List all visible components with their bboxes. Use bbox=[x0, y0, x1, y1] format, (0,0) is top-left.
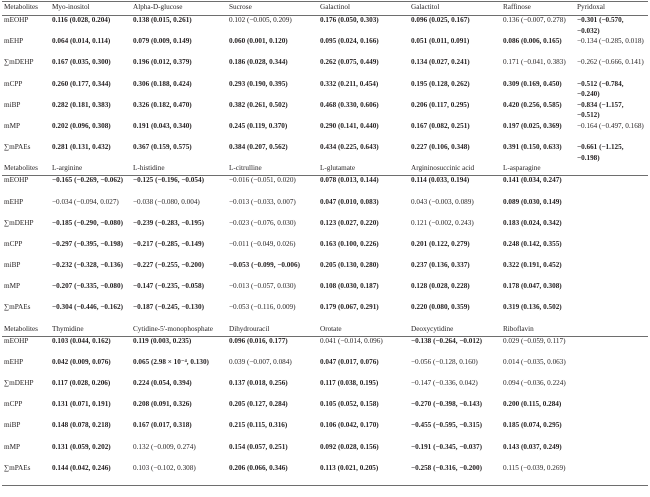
row-label: mMP bbox=[4, 282, 20, 291]
value-cell: 0.029 (−0.059, 0.117) bbox=[503, 336, 566, 345]
row-label: mEOHP bbox=[4, 176, 29, 185]
significant-value-cell: 0.138 (0.015, 0.261) bbox=[133, 16, 192, 24]
value-cell: −0.011 (−0.049, 0.026) bbox=[229, 239, 296, 248]
significant-value-cell: 0.179 (0.067, 0.291) bbox=[320, 303, 379, 312]
results-table bbox=[2, 0, 648, 484]
significant-value-cell: 0.382 (0.261, 0.502) bbox=[229, 100, 288, 109]
value-cell: −0.056 (−0.128, 0.160) bbox=[411, 357, 478, 366]
significant-value-cell: 0.065 (2.98 × 10⁻⁴, 0.130) bbox=[133, 357, 209, 366]
significant-value-cell: 0.196 (0.012, 0.379) bbox=[133, 58, 192, 67]
significant-value-cell: 0.197 (0.025, 0.369) bbox=[503, 121, 562, 130]
table-row bbox=[2, 57, 648, 78]
header-rule bbox=[2, 15, 648, 16]
row-label: miBP bbox=[4, 421, 21, 430]
table-row bbox=[2, 336, 648, 357]
significant-value-cell: 0.131 (0.059, 0.202) bbox=[52, 442, 111, 451]
significant-value-cell: −0.191 (−0.345, −0.037) bbox=[411, 442, 482, 451]
significant-value-cell: 0.079 (0.009, 0.149) bbox=[133, 37, 192, 46]
significant-value-cell: −0.217 (−0.285, −0.149) bbox=[133, 239, 204, 248]
column-header: Orotate bbox=[320, 324, 342, 333]
significant-value-cell: 0.183 (0.024, 0.342) bbox=[503, 218, 562, 227]
table-row bbox=[2, 260, 648, 281]
significant-value-cell: −0.232 (−0.328, −0.136) bbox=[52, 261, 123, 270]
significant-value-cell: 0.064 (0.014, 0.114) bbox=[52, 37, 111, 46]
significant-value-cell: 0.200 (0.115, 0.284) bbox=[503, 400, 562, 409]
significant-value-cell: 0.047 (0.017, 0.076) bbox=[320, 357, 379, 366]
significant-value-cell: 0.103 (0.044, 0.162) bbox=[52, 336, 111, 345]
column-header: L-arginine bbox=[52, 164, 83, 173]
significant-value-cell: 0.185 (0.074, 0.295) bbox=[503, 421, 562, 430]
row-label: ∑mPAEs bbox=[4, 303, 31, 312]
significant-value-cell: −0.834 (−1.157, −0.512) bbox=[577, 100, 624, 120]
value-cell: −0.013 (−0.033, 0.007) bbox=[229, 197, 296, 206]
table-top-rule bbox=[2, 1, 648, 2]
table-row bbox=[2, 420, 648, 441]
significant-value-cell: 0.167 (0.017, 0.318) bbox=[133, 421, 192, 430]
row-label: mEHP bbox=[4, 357, 24, 366]
significant-value-cell: 0.167 (0.035, 0.300) bbox=[52, 58, 111, 67]
significant-value-cell: 0.306 (0.188, 0.424) bbox=[133, 79, 192, 88]
significant-value-cell: 0.178 (0.047, 0.308) bbox=[503, 282, 562, 291]
significant-value-cell: 0.237 (0.136, 0.337) bbox=[411, 261, 470, 270]
significant-value-cell: 0.290 (0.141, 0.440) bbox=[320, 121, 379, 130]
significant-value-cell: 0.281 (0.131, 0.432) bbox=[52, 143, 111, 152]
significant-value-cell: −0.138 (−0.264, −0.012) bbox=[411, 336, 482, 345]
column-header: Alpha-D-glucose bbox=[133, 3, 183, 11]
column-header: Deoxycytidine bbox=[411, 324, 454, 333]
significant-value-cell: 0.205 (0.127, 0.284) bbox=[229, 400, 288, 409]
value-cell: −0.164 (−0.497, 0.168) bbox=[577, 121, 644, 130]
significant-value-cell: 0.367 (0.159, 0.575) bbox=[133, 143, 192, 152]
table-row bbox=[2, 442, 648, 463]
significant-value-cell: −0.125 (−0.196, −0.054) bbox=[133, 176, 204, 185]
significant-value-cell: 0.047 (0.010, 0.083) bbox=[320, 197, 379, 206]
value-cell: 0.102 (−0.005, 0.209) bbox=[229, 16, 292, 24]
column-header: Sucrose bbox=[229, 3, 252, 11]
column-header: Riboflavin bbox=[503, 324, 534, 333]
significant-value-cell: 0.078 (0.013, 0.144) bbox=[320, 176, 379, 185]
value-cell: 0.171 (−0.041, 0.383) bbox=[503, 58, 566, 67]
significant-value-cell: 0.248 (0.142, 0.355) bbox=[503, 239, 562, 248]
column-header: L-citrulline bbox=[229, 164, 262, 173]
significant-value-cell: −0.661 (−1.125, −0.198) bbox=[577, 143, 624, 162]
significant-value-cell: 0.202 (0.096, 0.308) bbox=[52, 121, 111, 130]
table-row bbox=[2, 218, 648, 239]
value-cell: 0.094 (−0.036, 0.224) bbox=[503, 379, 566, 387]
column-header: Myo-inositol bbox=[52, 3, 90, 11]
table-row bbox=[2, 302, 648, 323]
significant-value-cell: 0.148 (0.078, 0.218) bbox=[52, 421, 111, 430]
value-cell: −0.147 (−0.336, 0.042) bbox=[411, 379, 478, 387]
significant-value-cell: 0.119 (0.003, 0.235) bbox=[133, 336, 192, 345]
significant-value-cell: 0.060 (0.001, 0.120) bbox=[229, 37, 288, 46]
table-row bbox=[2, 121, 648, 142]
significant-value-cell: 0.309 (0.169, 0.450) bbox=[503, 79, 562, 88]
significant-value-cell: 0.106 (0.042, 0.170) bbox=[320, 421, 379, 430]
significant-value-cell: 0.086 (0.006, 0.165) bbox=[503, 37, 562, 46]
significant-value-cell: 0.167 (0.082, 0.251) bbox=[411, 121, 470, 130]
header-row bbox=[2, 2, 648, 15]
significant-value-cell: 0.332 (0.211, 0.454) bbox=[320, 79, 379, 88]
table-row bbox=[2, 378, 648, 399]
column-header: Raffinose bbox=[503, 3, 531, 11]
header-row bbox=[2, 163, 648, 175]
value-cell: 0.132 (−0.009, 0.274) bbox=[133, 442, 196, 451]
significant-value-cell: 0.108 (0.030, 0.187) bbox=[320, 282, 379, 291]
column-header: Galactinol bbox=[320, 3, 350, 11]
table-row bbox=[2, 399, 648, 420]
significant-value-cell: 0.117 (0.028, 0.206) bbox=[52, 379, 111, 387]
value-cell: 0.136 (−0.007, 0.278) bbox=[503, 16, 566, 24]
row-label: mEOHP bbox=[4, 336, 29, 345]
significant-value-cell: 0.468 (0.330, 0.606) bbox=[320, 100, 379, 109]
significant-value-cell: 0.208 (0.091, 0.326) bbox=[133, 400, 192, 409]
significant-value-cell: 0.163 (0.100, 0.226) bbox=[320, 239, 379, 248]
significant-value-cell: 0.326 (0.182, 0.470) bbox=[133, 100, 192, 109]
significant-value-cell: −0.165 (−0.269, −0.062) bbox=[52, 176, 123, 185]
significant-value-cell: 0.051 (0.011, 0.091) bbox=[411, 37, 470, 46]
table-row bbox=[2, 79, 648, 100]
row-label: ∑mDEHP bbox=[4, 379, 34, 387]
column-header-metabolites: Metabolites bbox=[4, 324, 38, 333]
significant-value-cell: −0.512 (−0.784, −0.240) bbox=[577, 79, 624, 99]
significant-value-cell: 0.205 (0.130, 0.280) bbox=[320, 261, 379, 270]
significant-value-cell: 0.215 (0.115, 0.316) bbox=[229, 421, 288, 430]
value-cell: −0.034 (−0.094, 0.027) bbox=[52, 197, 119, 206]
significant-value-cell: 0.282 (0.181, 0.383) bbox=[52, 100, 111, 109]
row-label: mMP bbox=[4, 121, 20, 130]
significant-value-cell: 0.141 (0.034, 0.247) bbox=[503, 176, 562, 185]
significant-value-cell: 0.089 (0.030, 0.149) bbox=[503, 197, 562, 206]
row-label: miBP bbox=[4, 261, 21, 270]
column-header: Argininosuccinic acid bbox=[411, 164, 475, 173]
value-cell: 0.014 (−0.035, 0.063) bbox=[503, 357, 566, 366]
row-label: ∑mDEHP bbox=[4, 218, 34, 227]
table-row bbox=[2, 100, 648, 121]
value-cell: −0.053 (−0.116, 0.009) bbox=[229, 303, 296, 312]
table-row bbox=[2, 239, 648, 260]
significant-value-cell: 0.206 (0.066, 0.346) bbox=[229, 463, 288, 472]
significant-value-cell: 0.131 (0.071, 0.191) bbox=[52, 400, 111, 409]
row-label: mCPP bbox=[4, 239, 23, 248]
value-cell: −0.013 (−0.057, 0.030) bbox=[229, 282, 296, 291]
significant-value-cell: −0.270 (−0.398, −0.143) bbox=[411, 400, 482, 409]
significant-value-cell: 0.123 (0.027, 0.220) bbox=[320, 218, 379, 227]
significant-value-cell: 0.319 (0.136, 0.502) bbox=[503, 303, 562, 312]
significant-value-cell: 0.143 (0.037, 0.249) bbox=[503, 442, 562, 451]
row-label: mMP bbox=[4, 442, 20, 451]
significant-value-cell: 0.113 (0.021, 0.205) bbox=[320, 463, 379, 472]
significant-value-cell: 0.260 (0.177, 0.344) bbox=[52, 79, 111, 88]
value-cell: 0.043 (−0.003, 0.089) bbox=[411, 197, 474, 206]
significant-value-cell: 0.137 (0.018, 0.256) bbox=[229, 379, 288, 387]
column-header-metabolites: Metabolites bbox=[4, 3, 38, 11]
significant-value-cell: 0.096 (0.025, 0.167) bbox=[411, 16, 470, 24]
significant-value-cell: −0.187 (−0.245, −0.130) bbox=[133, 303, 204, 312]
row-label: ∑mPAEs bbox=[4, 463, 31, 472]
value-cell: −0.134 (−0.285, 0.018) bbox=[577, 37, 644, 46]
significant-value-cell: 0.245 (0.119, 0.370) bbox=[229, 121, 288, 130]
column-header: L-histidine bbox=[133, 164, 165, 173]
significant-value-cell: 0.224 (0.054, 0.394) bbox=[133, 379, 192, 387]
value-cell: 0.039 (−0.007, 0.084) bbox=[229, 357, 292, 366]
significant-value-cell: 0.201 (0.122, 0.279) bbox=[411, 239, 470, 248]
significant-value-cell: 0.095 (0.024, 0.166) bbox=[320, 37, 379, 46]
row-label: mEOHP bbox=[4, 16, 29, 24]
significant-value-cell: 0.105 (0.052, 0.158) bbox=[320, 400, 379, 409]
row-label: mEHP bbox=[4, 37, 24, 46]
value-cell: 0.103 (−0.102, 0.308) bbox=[133, 463, 196, 472]
value-cell: −0.038 (−0.080, 0.004) bbox=[133, 197, 200, 206]
table-row bbox=[2, 197, 648, 218]
significant-value-cell: −0.304 (−0.446, −0.162) bbox=[52, 303, 123, 312]
row-label: mCPP bbox=[4, 400, 23, 409]
value-cell: 0.121 (−0.002, 0.243) bbox=[411, 218, 474, 227]
value-cell: 0.041 (−0.014, 0.096) bbox=[320, 336, 383, 345]
significant-value-cell: 0.176 (0.050, 0.303) bbox=[320, 16, 379, 24]
row-label: ∑mDEHP bbox=[4, 58, 34, 67]
header-rule bbox=[2, 175, 648, 176]
significant-value-cell: 0.092 (0.028, 0.156) bbox=[320, 442, 379, 451]
significant-value-cell: 0.186 (0.028, 0.344) bbox=[229, 58, 288, 67]
table-row bbox=[2, 281, 648, 302]
significant-value-cell: −0.147 (−0.235, −0.058) bbox=[133, 282, 204, 291]
value-cell: −0.016 (−0.051, 0.020) bbox=[229, 176, 296, 185]
row-label: miBP bbox=[4, 100, 21, 109]
significant-value-cell: 0.191 (0.043, 0.340) bbox=[133, 121, 192, 130]
header-row bbox=[2, 324, 648, 336]
significant-value-cell: 0.117 (0.038, 0.195) bbox=[320, 379, 379, 387]
table-row bbox=[2, 357, 648, 378]
header-rule bbox=[2, 336, 648, 337]
significant-value-cell: −0.239 (−0.283, −0.195) bbox=[133, 218, 204, 227]
row-label: mCPP bbox=[4, 79, 23, 88]
significant-value-cell: 0.116 (0.028, 0.204) bbox=[52, 16, 111, 24]
row-label: mEHP bbox=[4, 197, 24, 206]
significant-value-cell: 0.391 (0.150, 0.633) bbox=[503, 143, 562, 152]
column-header-metabolites: Metabolites bbox=[4, 164, 38, 173]
significant-value-cell: −0.207 (−0.335, −0.080) bbox=[52, 282, 123, 291]
column-header: L-glutamate bbox=[320, 164, 356, 173]
significant-value-cell: 0.293 (0.190, 0.395) bbox=[229, 79, 288, 88]
table-row bbox=[2, 175, 648, 196]
column-header: Thymidine bbox=[52, 324, 84, 333]
significant-value-cell: −0.297 (−0.395, −0.198) bbox=[52, 239, 123, 248]
significant-value-cell: 0.322 (0.191, 0.452) bbox=[503, 261, 562, 270]
significant-value-cell: −0.301 (−0.570, −0.032) bbox=[577, 16, 624, 35]
value-cell: −0.023 (−0.076, 0.030) bbox=[229, 218, 296, 227]
significant-value-cell: 0.096 (0.016, 0.177) bbox=[229, 336, 288, 345]
table-row bbox=[2, 36, 648, 57]
significant-value-cell: 0.114 (0.033, 0.194) bbox=[411, 176, 470, 185]
significant-value-cell: 0.154 (0.057, 0.251) bbox=[229, 442, 288, 451]
value-cell: 0.115 (−0.039, 0.269) bbox=[503, 463, 566, 472]
column-header: Cytidine-5'-monophosphate bbox=[133, 324, 213, 333]
table-row bbox=[2, 15, 648, 36]
significant-value-cell: 0.042 (0.009, 0.076) bbox=[52, 357, 111, 366]
significant-value-cell: 0.384 (0.207, 0.562) bbox=[229, 143, 288, 152]
significant-value-cell: 0.206 (0.117, 0.295) bbox=[411, 100, 470, 109]
significant-value-cell: −0.227 (−0.255, −0.200) bbox=[133, 261, 204, 270]
column-header: Galactitol bbox=[411, 3, 440, 11]
table-row bbox=[2, 463, 648, 484]
significant-value-cell: −0.455 (−0.595, −0.315) bbox=[411, 421, 482, 430]
significant-value-cell: 0.144 (0.042, 0.246) bbox=[52, 463, 111, 472]
table-row bbox=[2, 142, 648, 163]
significant-value-cell: 0.434 (0.225, 0.643) bbox=[320, 143, 379, 152]
row-label: ∑mPAEs bbox=[4, 143, 31, 152]
significant-value-cell: 0.220 (0.080, 0.359) bbox=[411, 303, 470, 312]
significant-value-cell: 0.128 (0.028, 0.228) bbox=[411, 282, 470, 291]
significant-value-cell: 0.134 (0.027, 0.241) bbox=[411, 58, 470, 67]
significant-value-cell: 0.262 (0.075, 0.449) bbox=[320, 58, 379, 67]
table-bottom-rule bbox=[2, 485, 648, 486]
column-header: Dihydrouracil bbox=[229, 324, 270, 333]
significant-value-cell: −0.053 (−0.099, −0.006) bbox=[229, 261, 300, 270]
significant-value-cell: −0.185 (−0.290, −0.080) bbox=[52, 218, 123, 227]
significant-value-cell: 0.227 (0.106, 0.348) bbox=[411, 143, 470, 152]
column-header: L-asparagine bbox=[503, 164, 541, 173]
significant-value-cell: 0.195 (0.128, 0.262) bbox=[411, 79, 470, 88]
significant-value-cell: 0.420 (0.256, 0.585) bbox=[503, 100, 562, 109]
column-header: Pyridoxal bbox=[577, 3, 605, 11]
significant-value-cell: −0.258 (−0.316, −0.200) bbox=[411, 463, 482, 472]
value-cell: −0.262 (−0.666, 0.141) bbox=[577, 58, 644, 67]
